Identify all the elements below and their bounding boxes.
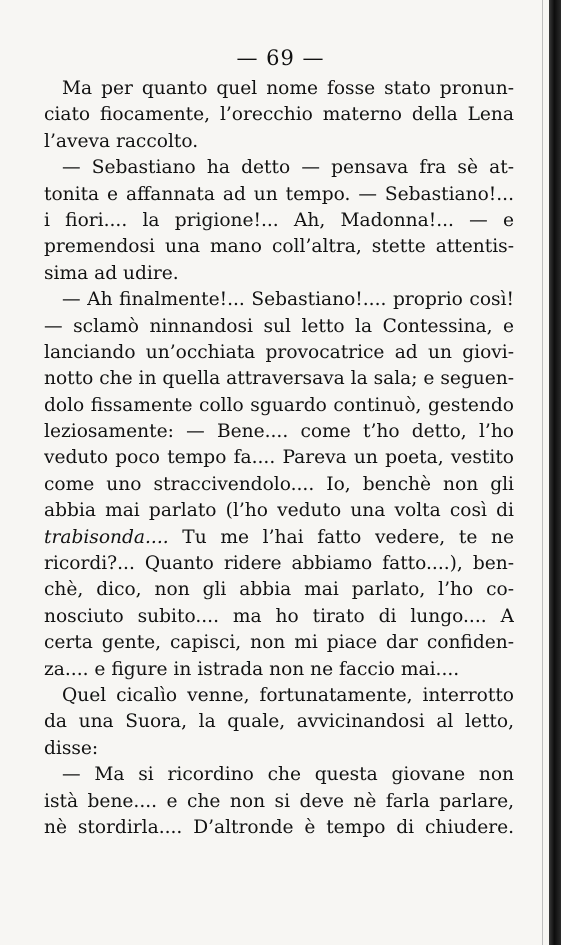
text-line: leziosamente: — Bene.... come t’ho detto, l’ho bbox=[44, 421, 514, 443]
text-line: Quel cicalìo venne, fortunatamente, interrotto bbox=[62, 684, 514, 706]
text-line: premendosi una mano coll’altra, stette attentis- bbox=[44, 236, 514, 258]
page-number: — 69 — bbox=[236, 46, 325, 70]
text-line: istà bene.... e che non si deve nè farla parlare, bbox=[44, 790, 514, 812]
text-line: veduto poco tempo fa.... Pareva un poeta, vestito bbox=[44, 447, 514, 469]
text-line: za.... e figure in istrada non ne faccio mai.... bbox=[44, 658, 460, 680]
text-line: — Ma si ricordino che questa giovane non bbox=[62, 764, 514, 786]
text-line: Ma per quanto quel nome fosse stato pronun- bbox=[62, 78, 514, 99]
text-line: tonita e affannata ad un tempo. — Sebastiano!... bbox=[44, 183, 514, 205]
binding-edge-line bbox=[542, 0, 543, 945]
body-text bbox=[44, 76, 514, 841]
text-segment: Tu me l’hai fatto vedere, te ne bbox=[168, 526, 514, 548]
text-line: nosciuto subito.... ma ho tirato di lungo.... A bbox=[44, 605, 514, 627]
text-line bbox=[44, 525, 514, 551]
italic-word: trabisonda.... bbox=[44, 526, 169, 548]
text-line: notto che in quella attraversava la sala; e seguen- bbox=[44, 368, 514, 390]
text-line: certa gente, capisci, non mi piace dar confiden- bbox=[44, 632, 514, 654]
text-line: come uno straccivendolo.... Io, benchè non gli bbox=[44, 473, 514, 495]
text-line: sima ad udire. bbox=[44, 262, 179, 284]
text-line: l’aveva raccolto. bbox=[44, 130, 199, 152]
text-line: ciato fiocamente, l’orecchio materno della Lena bbox=[44, 104, 514, 126]
text-line: disse: bbox=[44, 737, 99, 759]
text-line: — Ah finalmente!... Sebastiano!.... proprio così! bbox=[62, 289, 514, 311]
text-line: da una Suora, la quale, avvicinandosi al letto, bbox=[44, 711, 514, 733]
text-line: dolo fissamente collo sguardo continuò, gestendo bbox=[44, 394, 514, 416]
binding-gutter bbox=[549, 0, 561, 945]
text-line: nè stordirla.... D’altronde è tempo di chiudere. bbox=[44, 816, 514, 838]
text-line: — sclamò ninnandosi sul letto la Contessina, e bbox=[44, 315, 514, 337]
text-line: chè, dico, non gli abbia mai parlato, l’ho co- bbox=[44, 579, 514, 601]
text-line: lanciando un’occhiata provocatrice ad un giovi- bbox=[44, 341, 514, 363]
text-line: abbia mai parlato (l’ho veduto una volta così di bbox=[44, 500, 514, 522]
text-line: — Sebastiano ha detto — pensava fra sè at- bbox=[62, 157, 514, 179]
text-line: i fiori.... la prigione!... Ah, Madonna!... — e bbox=[44, 209, 514, 231]
text-line: ricordi?... Quanto ridere abbiamo fatto....), ben- bbox=[44, 553, 514, 575]
